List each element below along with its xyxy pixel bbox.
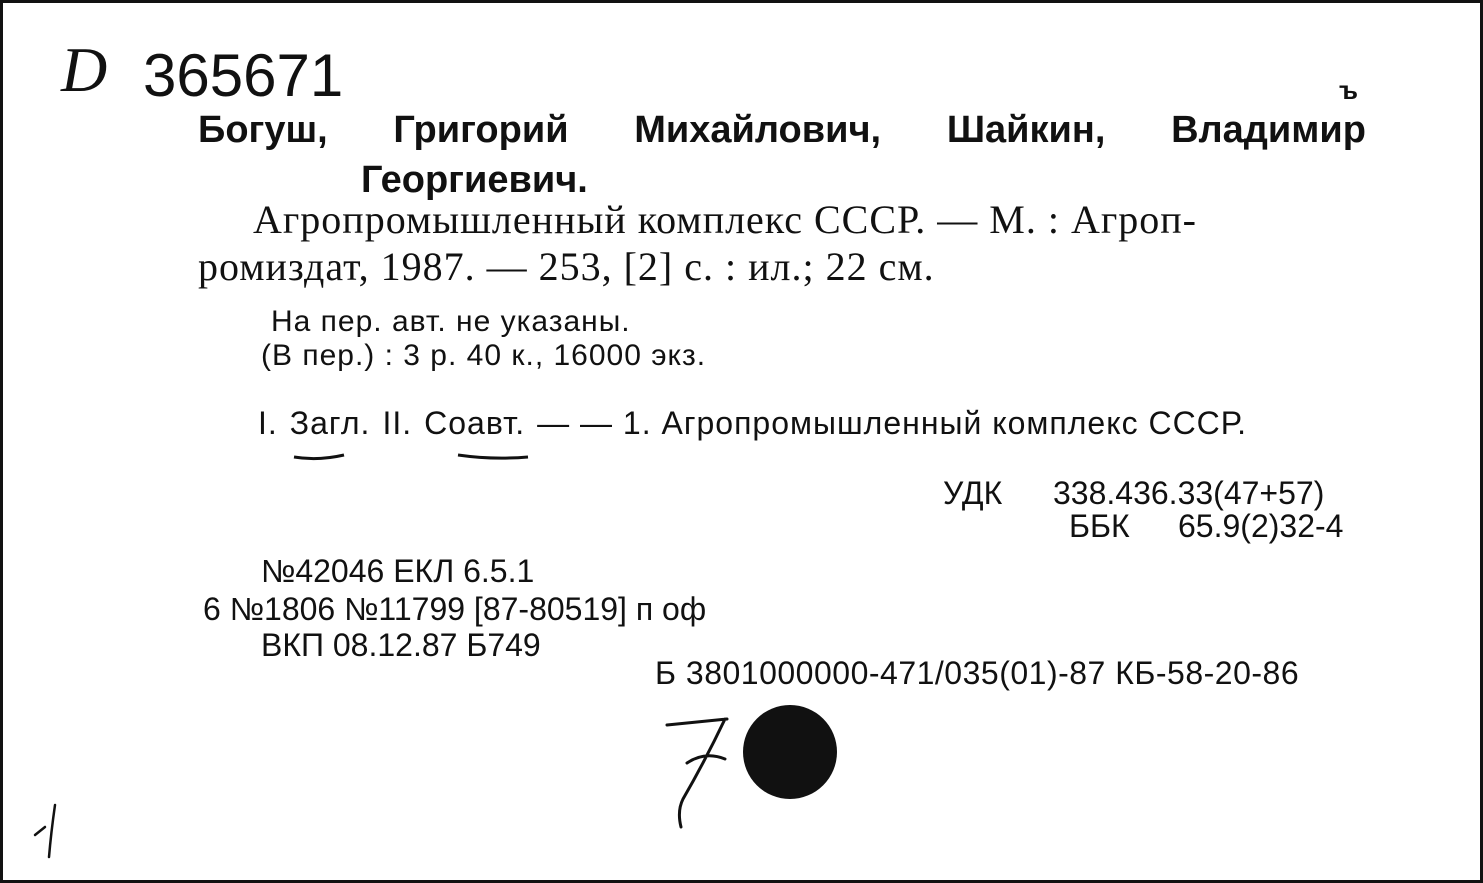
title-statement-line-1: Агропромышленный комплекс СССР. — М. : Агроп-: [253, 197, 1197, 242]
udk-label: УДК: [943, 475, 1003, 511]
title-statement-line-2: ромиздат, 1987. — 253, [2] с. : ил.; 22 см.: [198, 244, 935, 289]
author-heading-continuation: Георгиевич.: [361, 159, 588, 201]
tracing-coauthor: Соавт.: [424, 405, 526, 441]
underline-coauthor: [458, 455, 528, 458]
tracing-subject: — — 1. Агропромышленный комплекс СССР.: [537, 405, 1247, 441]
author-word: Михайлович,: [634, 109, 882, 151]
author-heading: [198, 109, 1366, 152]
handwritten-numeral: [653, 711, 743, 836]
call-number: 365671: [143, 42, 344, 109]
registration-line-3: ВКП 08.12.87 Б749: [261, 627, 541, 663]
tracing-roman-2: II.: [382, 405, 413, 441]
underline-title: [294, 455, 344, 459]
author-word: Шайкин,: [946, 109, 1106, 151]
author-word: Владимир: [1171, 109, 1366, 151]
note-line-1: На пер. авт. не указаны.: [271, 305, 631, 338]
tracing-roman-1: I.: [258, 405, 278, 441]
author-word: Григорий: [393, 109, 569, 151]
note-line-2: (В пер.) : 3 р. 40 к., 16000 экз.: [261, 339, 707, 372]
handwritten-mark: [27, 795, 77, 865]
tracings: [258, 405, 1366, 442]
publisher-code-line: Б 3801000000-471/035(01)-87 КБ-58-20-86: [655, 655, 1300, 691]
author-word: Богуш,: [198, 109, 328, 151]
call-number-prefix: D: [61, 34, 106, 105]
bbk-label: ББК: [1069, 508, 1130, 544]
udk-value: 338.436.33(47+57): [1053, 475, 1325, 511]
bbk-value: 65.9(2)32-4: [1178, 508, 1344, 544]
corner-mark: ъ: [1339, 75, 1358, 105]
handwritten-underlines: [288, 447, 538, 467]
filled-circle-mark: [743, 705, 837, 799]
registration-line-2: 6 №1806 №11799 [87-80519] п оф: [203, 591, 707, 627]
registration-line-1: №42046 ЕКЛ 6.5.1: [261, 553, 535, 589]
tracing-title: Загл.: [289, 405, 371, 441]
